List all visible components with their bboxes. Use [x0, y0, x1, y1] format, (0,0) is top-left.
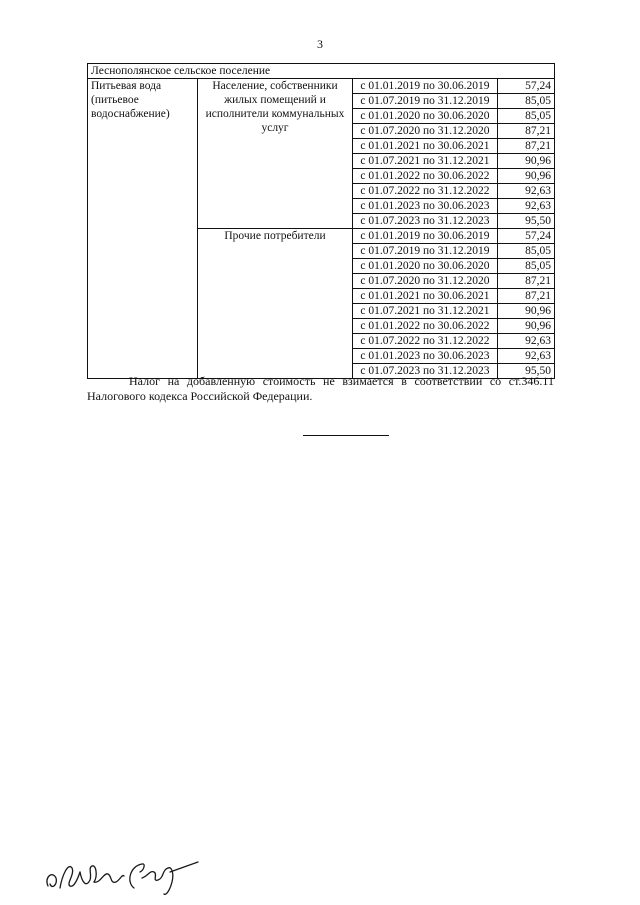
tariff-value: 90,96	[498, 304, 555, 319]
closing-rule	[303, 435, 389, 436]
tariff-period: с 01.07.2021 по 31.12.2021	[353, 304, 498, 319]
tariff-value: 90,96	[498, 319, 555, 334]
tariff-period: с 01.07.2023 по 31.12.2023	[353, 214, 498, 229]
vat-note-line-2: Налогового кодекса Российской Федерации.	[87, 389, 313, 403]
tariff-period: с 01.07.2021 по 31.12.2021	[353, 154, 498, 169]
tariff-value: 85,05	[498, 259, 555, 274]
tariff-period: с 01.01.2023 по 30.06.2023	[353, 199, 498, 214]
tariff-value: 87,21	[498, 289, 555, 304]
handwritten-signature	[42, 848, 202, 898]
tariff-value: 90,96	[498, 154, 555, 169]
tariff-value: 57,24	[498, 229, 555, 244]
tariff-table	[87, 63, 555, 379]
tariff-value: 85,05	[498, 94, 555, 109]
tariff-value: 87,21	[498, 139, 555, 154]
tariff-period: с 01.01.2023 по 30.06.2023	[353, 349, 498, 364]
tariff-value: 85,05	[498, 109, 555, 124]
tariff-period: с 01.07.2020 по 31.12.2020	[353, 274, 498, 289]
tariff-period: с 01.01.2019 по 30.06.2019	[353, 79, 498, 94]
page-number: 3	[317, 37, 323, 51]
tariff-value: 95,50	[498, 214, 555, 229]
service-label: Питьевая вода (питьевое водоснабжение)	[88, 79, 198, 379]
tariff-period: с 01.01.2020 по 30.06.2020	[353, 109, 498, 124]
tariff-period: с 01.01.2020 по 30.06.2020	[353, 259, 498, 274]
tariff-value: 92,63	[498, 199, 555, 214]
tariff-period: с 01.07.2023 по 31.12.2023	[353, 364, 498, 379]
tariff-period: с 01.07.2020 по 31.12.2020	[353, 124, 498, 139]
tariff-row	[88, 79, 555, 94]
tariff-period: с 01.07.2019 по 31.12.2019	[353, 94, 498, 109]
tariff-period: с 01.07.2022 по 31.12.2022	[353, 334, 498, 349]
tariff-period: с 01.01.2022 по 30.06.2022	[353, 169, 498, 184]
section-header-row	[88, 64, 555, 79]
consumer-group: Прочие потребители	[198, 229, 353, 379]
tariff-period: с 01.01.2021 по 30.06.2021	[353, 139, 498, 154]
tariff-period: с 01.01.2021 по 30.06.2021	[353, 289, 498, 304]
vat-note	[87, 374, 554, 404]
tariff-value: 57,24	[498, 79, 555, 94]
vat-note-line-1: Налог на добавленную стоимость не взимается в соответствии со ст.346.11	[129, 374, 554, 388]
tariff-value: 95,50	[498, 364, 555, 379]
tariff-value: 92,63	[498, 184, 555, 199]
tariff-period: с 01.01.2019 по 30.06.2019	[353, 229, 498, 244]
tariff-value: 92,63	[498, 334, 555, 349]
consumer-group: Население, собственники жилых помещений и исполнители коммунальных услуг	[198, 79, 353, 229]
tariff-value: 85,05	[498, 244, 555, 259]
tariff-value: 90,96	[498, 169, 555, 184]
tariff-period: с 01.07.2022 по 31.12.2022	[353, 184, 498, 199]
tariff-value: 87,21	[498, 124, 555, 139]
tariff-period: с 01.07.2019 по 31.12.2019	[353, 244, 498, 259]
tariff-value: 87,21	[498, 274, 555, 289]
tariff-period: с 01.01.2022 по 30.06.2022	[353, 319, 498, 334]
section-header: Леснополянское сельское поселение	[88, 64, 555, 79]
tariff-value: 92,63	[498, 349, 555, 364]
